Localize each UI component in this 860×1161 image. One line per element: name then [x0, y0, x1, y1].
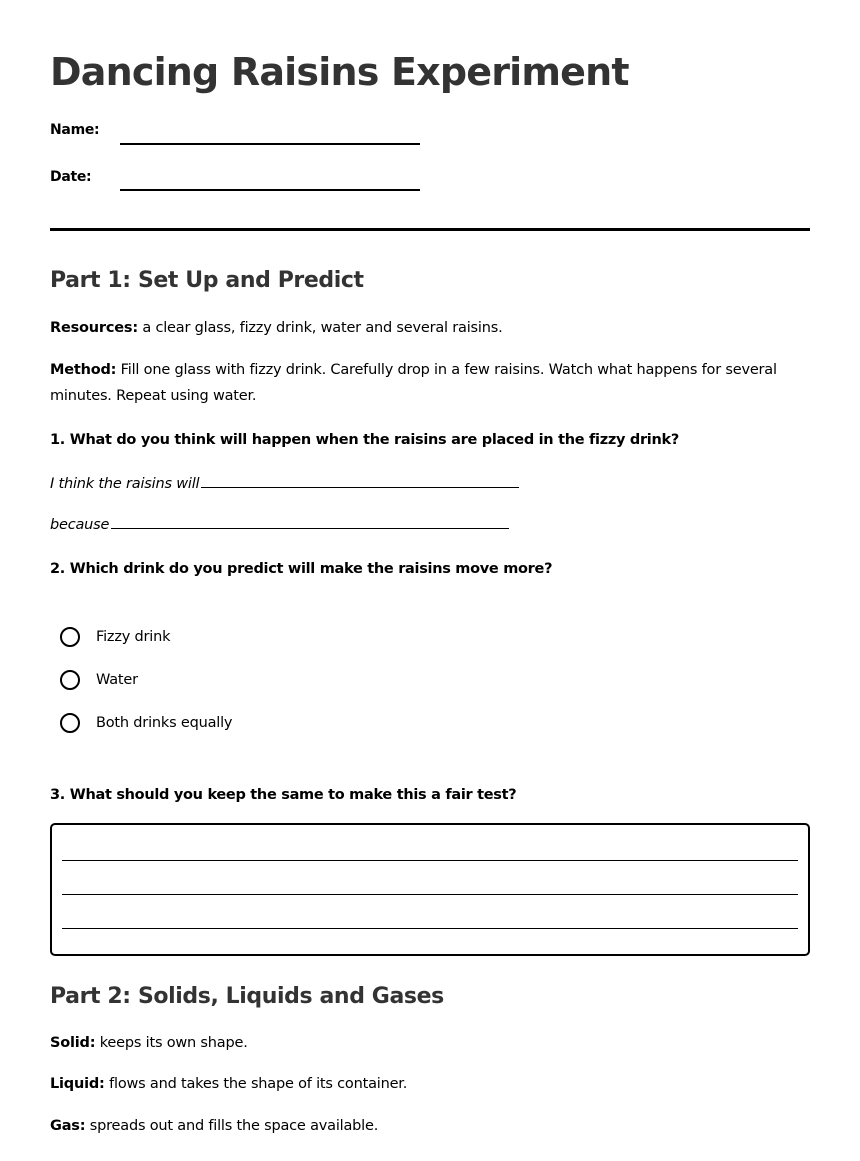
fair-test-answer-box[interactable]	[50, 823, 810, 956]
method-text: Fill one glass with fizzy drink. Carefully drop in a few raisins. Watch what happens for several minutes. Repeat using water.	[50, 362, 777, 404]
option-label: Both drinks equally	[96, 715, 233, 731]
because-blank[interactable]	[111, 514, 509, 529]
method-label: Method:	[50, 362, 117, 378]
question-3: 3. What should you keep the same to make this a fair test?	[50, 787, 517, 803]
date-field[interactable]	[120, 189, 420, 191]
prediction-blank[interactable]	[201, 473, 519, 488]
name-field[interactable]	[120, 143, 420, 145]
part1-heading: Part 1: Set Up and Predict	[50, 268, 364, 293]
resources-text: a clear glass, fizzy drink, water and several raisins.	[137, 320, 503, 336]
question-2: 2. Which drink do you predict will make the raisins move more?	[50, 561, 553, 577]
definition-solid	[50, 1035, 248, 1051]
definition-liquid	[50, 1076, 407, 1092]
answer-line[interactable]	[62, 928, 798, 929]
option-label: Water	[96, 672, 138, 688]
radio-circle[interactable]	[60, 713, 80, 733]
option-both-equally[interactable]	[60, 713, 232, 733]
answer-line[interactable]	[62, 860, 798, 861]
resources-paragraph	[50, 315, 810, 341]
resources-label: Resources:	[50, 320, 138, 336]
definition-gas	[50, 1118, 378, 1134]
prediction-prompt: I think the raisins will	[50, 476, 200, 492]
part2-heading: Part 2: Solids, Liquids and Gases	[50, 984, 444, 1009]
option-water[interactable]	[60, 670, 138, 690]
question-1: 1. What do you think will happen when the raisins are placed in the fizzy drink?	[50, 432, 679, 448]
definition-text: spreads out and fills the space available.	[85, 1118, 379, 1134]
prediction-row	[50, 473, 519, 492]
method-paragraph	[50, 357, 790, 409]
definition-text: flows and takes the shape of its container.	[104, 1076, 408, 1092]
definition-term: Gas:	[50, 1118, 86, 1134]
date-label: Date:	[50, 169, 92, 185]
radio-circle[interactable]	[60, 670, 80, 690]
definition-term: Liquid:	[50, 1076, 105, 1092]
answer-line[interactable]	[62, 894, 798, 895]
definition-text: keeps its own shape.	[95, 1035, 248, 1051]
page-title: Dancing Raisins Experiment	[50, 50, 629, 94]
because-row	[50, 514, 509, 533]
definition-term: Solid:	[50, 1035, 96, 1051]
option-label: Fizzy drink	[96, 629, 171, 645]
section-divider	[50, 228, 810, 231]
option-fizzy-drink[interactable]	[60, 627, 170, 647]
name-label: Name:	[50, 122, 100, 138]
radio-circle[interactable]	[60, 627, 80, 647]
because-prompt: because	[50, 517, 110, 533]
